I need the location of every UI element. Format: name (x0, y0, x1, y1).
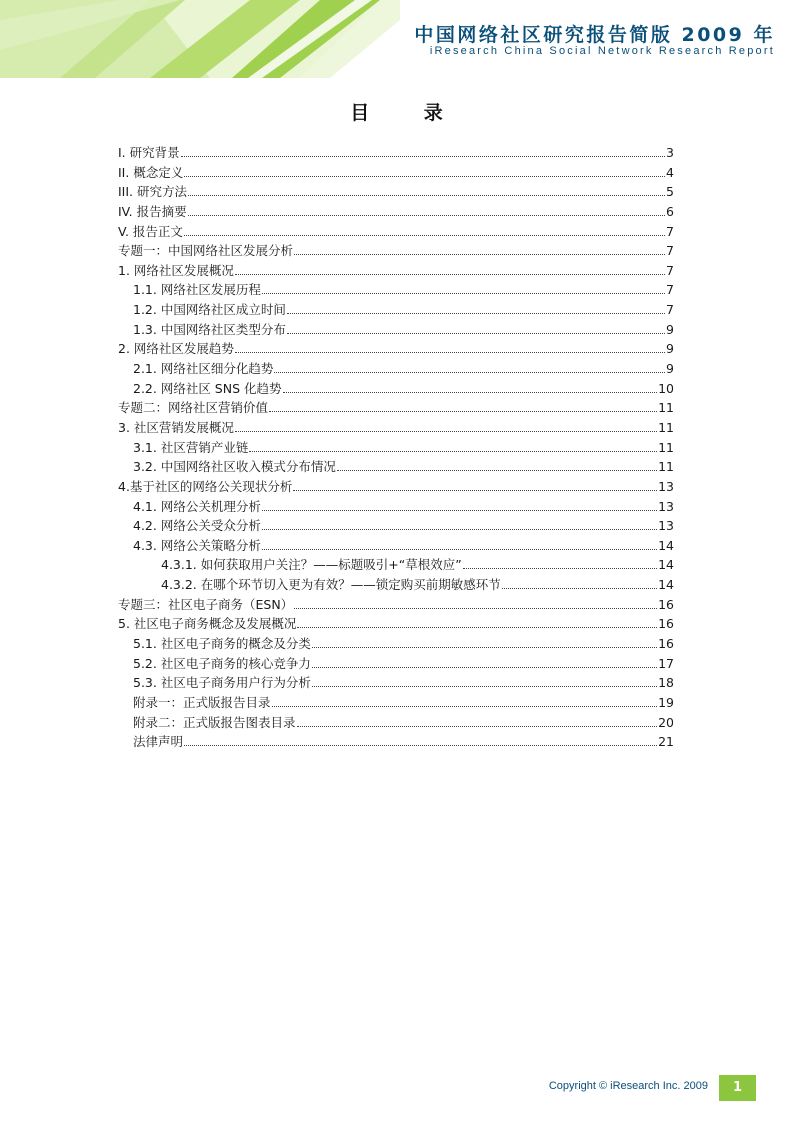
toc-entry-page: 16 (658, 596, 674, 612)
page-number-badge: 1 (719, 1075, 756, 1101)
toc-entry[interactable] (118, 438, 674, 458)
toc-entry-label: V. 报告正文 (118, 223, 183, 239)
toc-leader-dots (297, 726, 658, 727)
toc-entry-page: 3 (666, 145, 674, 160)
toc-leader-dots (235, 431, 657, 432)
toc-entry-label: 5.2. 社区电子商务的核心竞争力 (133, 655, 311, 671)
header-subtitle: iResearch China Social Network Research Report (429, 45, 775, 57)
toc-leader-dots (269, 411, 657, 412)
toc-leader-dots (262, 549, 657, 550)
toc-entry-page: 7 (666, 302, 674, 318)
toc-leader-dots (184, 745, 657, 746)
toc-entry[interactable] (118, 379, 674, 399)
toc-entry[interactable] (118, 418, 674, 438)
table-of-contents (118, 143, 674, 752)
toc-entry[interactable] (118, 300, 674, 320)
toc-entry[interactable] (118, 634, 674, 654)
header-decoration (0, 0, 400, 78)
toc-entry-page: 11 (658, 400, 674, 416)
toc-leader-dots (287, 333, 665, 334)
toc-entry-label: 4.3.2. 在哪个环节切入更为有效？——锁定购买前期敏感环节 (161, 577, 501, 593)
toc-entry[interactable] (118, 713, 674, 733)
toc-entry[interactable] (118, 536, 674, 556)
toc-entry[interactable] (118, 497, 674, 517)
toc-entry[interactable] (118, 693, 674, 713)
toc-entry[interactable] (118, 654, 674, 674)
toc-entry-page: 7 (666, 243, 674, 259)
toc-leader-dots (283, 392, 658, 393)
toc-entry-label: I. 研究背景 (118, 145, 180, 160)
toc-entry[interactable] (118, 555, 674, 575)
toc-entry[interactable] (118, 163, 674, 183)
toc-entry-page: 5 (666, 184, 674, 200)
toc-entry-page: 9 (666, 321, 674, 337)
toc-leader-dots (235, 352, 665, 353)
toc-entry-page: 14 (658, 537, 674, 553)
toc-entry[interactable] (118, 241, 674, 261)
toc-entry-label: 1.3. 中国网络社区类型分布 (133, 321, 286, 337)
toc-entry-label: 4.1. 网络公关机理分析 (133, 498, 261, 514)
toc-leader-dots (262, 529, 657, 530)
toc-entry[interactable] (118, 614, 674, 634)
toc-entry-label: IV. 报告摘要 (118, 203, 187, 219)
toc-entry[interactable] (118, 261, 674, 281)
footer-copyright: Copyright © iResearch Inc. 2009 (548, 1080, 708, 1092)
toc-entry-label: 4.基于社区的网络公关现状分析 (118, 478, 293, 494)
toc-leader-dots (294, 254, 665, 255)
toc-entry-page: 9 (666, 341, 674, 357)
toc-leader-dots (312, 667, 657, 668)
toc-leader-dots (312, 647, 657, 648)
toc-entry-label: 专题三：社区电子商务（ESN） (118, 596, 294, 612)
toc-entry-page: 14 (658, 557, 674, 573)
toc-entry-label: 附录一：正式版报告目录 (133, 694, 271, 710)
toc-entry-label: 3. 社区营销发展概况 (118, 419, 234, 435)
toc-entry-label: 2.2. 网络社区 SNS 化趋势 (133, 380, 282, 396)
toc-entry-label: 4.3. 网络公关策略分析 (133, 537, 261, 553)
toc-entry[interactable] (118, 202, 674, 222)
toc-leader-dots (184, 176, 665, 177)
toc-leader-dots (262, 293, 665, 294)
toc-entry-page: 11 (658, 419, 674, 435)
toc-entry[interactable] (118, 359, 674, 379)
toc-entry-label: 专题二：网络社区营销价值 (118, 400, 269, 416)
toc-entry-label: 4.2. 网络公关受众分析 (133, 518, 261, 534)
toc-entry-label: 2.1. 网络社区细分化趋势 (133, 361, 274, 377)
header-title: 中国网络社区研究报告简版 2009 年 (414, 24, 775, 46)
toc-entry-page: 11 (658, 459, 674, 475)
toc-leader-dots (337, 470, 657, 471)
toc-entry-label: 5. 社区电子商务概念及发展概况 (118, 616, 297, 632)
toc-entry-page: 18 (658, 675, 674, 691)
toc-entry-label: 5.3. 社区电子商务用户行为分析 (133, 675, 311, 691)
toc-leader-dots (235, 274, 665, 275)
toc-entry-page: 13 (658, 498, 674, 514)
toc-entry[interactable] (118, 182, 674, 202)
toc-entry[interactable] (118, 595, 674, 615)
toc-entry-label: 1. 网络社区发展概况 (118, 262, 234, 278)
toc-leader-dots (294, 608, 657, 609)
toc-entry[interactable] (118, 143, 674, 163)
toc-leader-dots (463, 568, 657, 569)
toc-entry-label: 5.1. 社区电子商务的概念及分类 (133, 636, 311, 652)
toc-entry-page: 20 (658, 714, 674, 730)
toc-entry-page: 11 (658, 439, 674, 455)
toc-entry-label: 4.3.1. 如何获取用户关注？——标题吸引+“草根效应” (161, 557, 462, 573)
toc-leader-dots (249, 451, 657, 452)
toc-entry-label: 3.2. 中国网络社区收入模式分布情况 (133, 459, 336, 475)
toc-entry[interactable] (118, 673, 674, 693)
toc-entry[interactable] (118, 398, 674, 418)
toc-leader-dots (274, 372, 665, 373)
toc-entry-label: 专题一：中国网络社区发展分析 (118, 243, 294, 259)
toc-entry-label: 法律声明 (133, 734, 184, 750)
toc-leader-dots (272, 706, 658, 707)
toc-leader-dots (262, 510, 657, 511)
toc-entry-page: 16 (658, 636, 674, 652)
toc-entry-page: 6 (666, 203, 674, 219)
toc-title: 目 录 (350, 102, 467, 124)
toc-entry[interactable] (118, 732, 674, 752)
toc-entry-page: 9 (666, 361, 674, 377)
toc-entry[interactable] (118, 320, 674, 340)
toc-entry[interactable] (118, 457, 674, 477)
toc-entry-label: 2. 网络社区发展趋势 (118, 341, 234, 357)
toc-leader-dots (188, 215, 665, 216)
toc-leader-dots (188, 195, 665, 196)
toc-entry-label: 1.1. 网络社区发展历程 (133, 282, 261, 298)
toc-entry-page: 21 (658, 734, 674, 750)
toc-entry-label: 附录二：正式版报告图表目录 (133, 714, 296, 730)
toc-entry[interactable] (118, 339, 674, 359)
toc-leader-dots (184, 235, 665, 236)
toc-leader-dots (181, 156, 665, 157)
toc-entry-label: II. 概念定义 (118, 164, 184, 180)
toc-entry-page: 7 (666, 282, 674, 298)
toc-entry-page: 19 (658, 694, 674, 710)
toc-leader-dots (312, 686, 657, 687)
toc-entry-page: 7 (666, 262, 674, 278)
toc-entry-page: 16 (658, 616, 674, 632)
toc-leader-dots (502, 588, 657, 589)
toc-entry[interactable] (118, 222, 674, 242)
toc-leader-dots (293, 490, 657, 491)
toc-entry-page: 4 (666, 164, 674, 180)
toc-leader-dots (297, 627, 657, 628)
toc-entry-label: 3.1. 社区营销产业链 (133, 439, 249, 455)
toc-entry-page: 13 (658, 478, 674, 494)
toc-entry-page: 7 (666, 223, 674, 239)
toc-entry[interactable] (118, 516, 674, 536)
toc-entry-label: 1.2. 中国网络社区成立时间 (133, 302, 286, 318)
toc-entry-page: 17 (658, 655, 674, 671)
toc-entry[interactable] (118, 575, 674, 595)
toc-entry-page: 14 (658, 577, 674, 593)
toc-entry[interactable] (118, 280, 674, 300)
toc-entry-page: 10 (658, 380, 674, 396)
toc-leader-dots (287, 313, 665, 314)
toc-entry[interactable] (118, 477, 674, 497)
toc-entry-label: III. 研究方法 (118, 184, 188, 200)
toc-entry-page: 13 (658, 518, 674, 534)
